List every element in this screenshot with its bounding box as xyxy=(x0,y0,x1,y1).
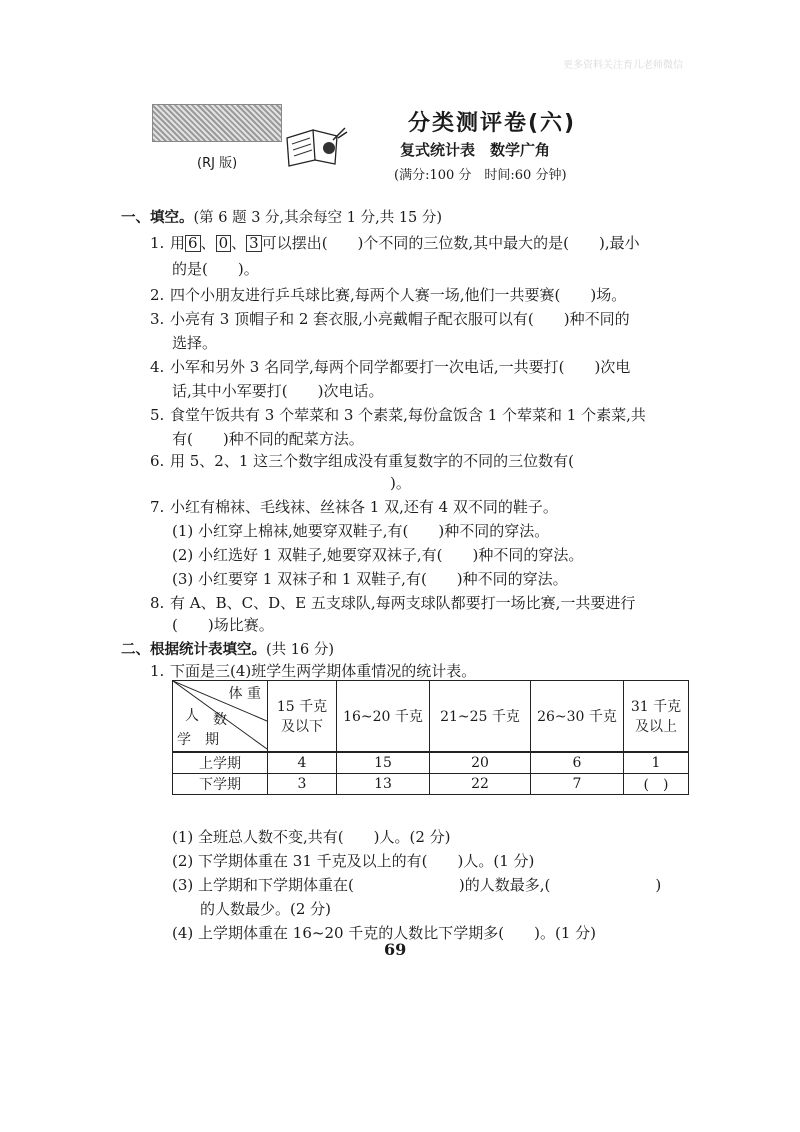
column-header xyxy=(531,681,624,753)
question-3-continued: 选择。 xyxy=(172,334,218,352)
digit-card: 0 xyxy=(216,235,232,252)
question-text: 可以摆出( )个不同的三位数,其中最大的是( ),最小 xyxy=(261,234,640,252)
question-number: 5. xyxy=(150,406,165,424)
question-text: 用 5、2、1 这三个数字组成没有重复数字的不同的三位数有( xyxy=(170,452,575,470)
watermark-text: 更多资料关注育儿老师微信 xyxy=(563,60,683,71)
table-cell: 4 xyxy=(268,752,337,774)
section-2-sub-3-continued: 的人数最少。(2 分) xyxy=(200,900,332,918)
column-header-line: 及以下 xyxy=(281,719,323,735)
question-7 xyxy=(150,496,558,517)
column-header-line: 26~30 千克 xyxy=(537,709,617,725)
table-corner-header xyxy=(173,681,268,753)
question-number: 7. xyxy=(150,498,165,516)
open-book-illustration xyxy=(283,124,349,168)
page-subtitle: 复式统计表 数学广角 xyxy=(400,141,551,159)
table-row xyxy=(173,752,689,774)
digit-card: 3 xyxy=(246,235,262,252)
question-4 xyxy=(150,356,630,377)
corner-label-people-1: 人 xyxy=(185,708,199,724)
table-cell: 13 xyxy=(337,774,430,795)
column-header xyxy=(430,681,531,753)
table-cell: 1 xyxy=(624,752,689,774)
question-7-sub-1: (1) 小红穿上棉袜,她要穿双鞋子,有( )种不同的穿法。 xyxy=(172,522,550,540)
digit-card: 6 xyxy=(185,235,201,252)
question-number: 2. xyxy=(150,286,165,304)
page-title: 分类测评卷(六) xyxy=(408,111,577,136)
question-8-continued: ( )场比赛。 xyxy=(172,616,274,634)
section-1-heading xyxy=(121,206,442,227)
row-label: 上学期 xyxy=(173,752,268,774)
question-1 xyxy=(150,232,640,253)
separator: 、 xyxy=(231,234,247,252)
column-header-line: 15 千克 xyxy=(276,699,328,715)
section-2-note: (共 16 分) xyxy=(266,642,334,658)
section-2-heading xyxy=(121,638,334,659)
column-header-line: 及以上 xyxy=(635,719,677,735)
question-number: 4. xyxy=(150,358,165,376)
section-2-title: 二、根据统计表填空。 xyxy=(121,642,266,658)
question-text: 小红有棉袜、毛线袜、丝袜各 1 双,还有 4 双不同的鞋子。 xyxy=(170,498,558,516)
question-5-continued: 有( )种不同的配菜方法。 xyxy=(172,430,364,448)
publisher-logo xyxy=(152,104,282,142)
question-number: 6. xyxy=(150,452,165,470)
column-header-line: 16~20 千克 xyxy=(343,709,423,725)
table-cell: 20 xyxy=(430,752,531,774)
column-header xyxy=(624,681,689,753)
question-text: 小亮有 3 顶帽子和 2 套衣服,小亮戴帽子配衣服可以有( )种不同的 xyxy=(170,310,630,328)
separator: 、 xyxy=(200,234,216,252)
question-text: 四个小朋友进行乒乓球比赛,每两个人赛一场,他们一共要赛( )场。 xyxy=(170,286,627,304)
score-time-info: (满分:100 分 时间:60 分钟) xyxy=(394,168,567,183)
question-3 xyxy=(150,308,630,329)
question-4-continued: 话,其中小军要打( )次电话。 xyxy=(172,382,384,400)
question-number: 1. xyxy=(150,662,165,680)
question-7-sub-2: (2) 小红选好 1 双鞋子,她要穿双袜子,有( )种不同的穿法。 xyxy=(172,546,584,564)
corner-label-term: 学 期 xyxy=(177,732,219,748)
table-row xyxy=(173,774,689,795)
question-5 xyxy=(150,404,646,425)
section-2-sub-3: (3) 上学期和下学期体重在( )的人数最多,( ) xyxy=(172,876,662,894)
question-text: 食堂午饭共有 3 个荤菜和 3 个素菜,每份盒饭含 1 个荤菜和 1 个素菜,共 xyxy=(170,406,646,424)
question-1-continued: 的是( )。 xyxy=(172,260,259,278)
table-cell: 7 xyxy=(531,774,624,795)
section-2-sub-4: (4) 上学期体重在 16~20 千克的人数比下学期多( )。(1 分) xyxy=(172,924,597,942)
question-6 xyxy=(150,450,574,471)
question-number: 1. xyxy=(150,234,165,252)
table-cell: 6 xyxy=(531,752,624,774)
question-8 xyxy=(150,592,635,613)
column-header xyxy=(337,681,430,753)
row-label: 下学期 xyxy=(173,774,268,795)
table-cell: 22 xyxy=(430,774,531,795)
column-header-line: 21~25 千克 xyxy=(440,709,520,725)
answer-blank-cell[interactable]: ( ) xyxy=(624,774,689,795)
table-cell: 15 xyxy=(337,752,430,774)
question-text: 有 A、B、C、D、E 五支球队,每两支球队都要打一场比赛,一共要进行 xyxy=(170,594,636,612)
weight-statistics-table xyxy=(172,680,689,795)
question-number: 3. xyxy=(150,310,165,328)
question-number: 8. xyxy=(150,594,165,612)
question-6-continued: )。 xyxy=(390,474,411,492)
question-text: 用 xyxy=(170,234,186,252)
question-7-sub-3: (3) 小红要穿 1 双袜子和 1 双鞋子,有( )种不同的穿法。 xyxy=(172,570,568,588)
table-cell: 3 xyxy=(268,774,337,795)
corner-label-people-2: 数 xyxy=(213,712,227,728)
page-number: 69 xyxy=(384,940,407,959)
section-2-question-1 xyxy=(150,660,476,681)
section-1-note: (第 6 题 3 分,其余每空 1 分,共 15 分) xyxy=(193,210,443,226)
column-header-line: 31 千克 xyxy=(630,699,682,715)
question-text: 小军和另外 3 名同学,每两个同学都要打一次电话,一共要打( )次电 xyxy=(170,358,631,376)
edition-label: (RJ 版) xyxy=(197,156,238,171)
section-2-sub-1: (1) 全班总人数不变,共有( )人。(2 分) xyxy=(172,828,451,846)
table-header-row xyxy=(173,681,689,753)
section-1-title: 一、填空。 xyxy=(121,210,194,226)
question-2 xyxy=(150,284,626,305)
corner-label-weight: 体 重 xyxy=(228,686,261,702)
question-text: 下面是三(4)班学生两学期体重情况的统计表。 xyxy=(170,662,477,680)
column-header xyxy=(268,681,337,753)
section-2-sub-2: (2) 下学期体重在 31 千克及以上的有( )人。(1 分) xyxy=(172,852,535,870)
